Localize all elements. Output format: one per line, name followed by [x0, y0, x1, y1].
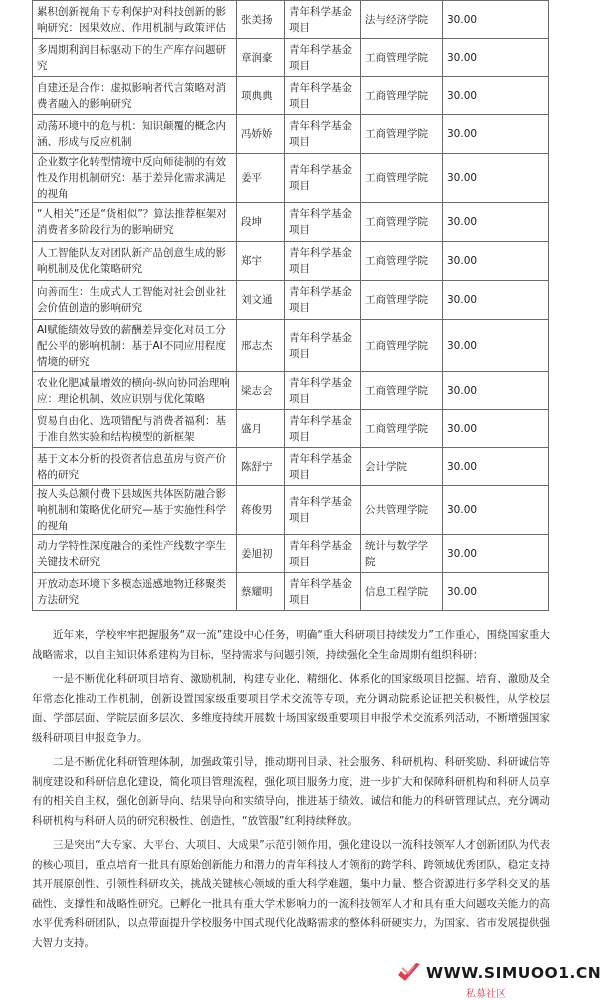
researcher-name-cell: 盛月 [237, 410, 285, 448]
researcher-name-cell: 冯娇娇 [237, 115, 285, 154]
grant-table [32, 0, 549, 611]
researcher-name-cell: 项典典 [237, 77, 285, 115]
table-row [33, 535, 549, 573]
funding-cell: 30.00 [443, 115, 549, 154]
college-cell: 工商管理学院 [361, 203, 443, 242]
table-row [33, 115, 549, 154]
table-row [33, 410, 549, 448]
red-check-logo-icon [396, 960, 422, 986]
project-title-cell: 累积创新视角下专利保护对科技创新的影响研究：因果效应、作用机制与政策评估 [33, 1, 237, 39]
project-title-cell: 多周期利润目标驱动下的生产库存问题研究 [33, 39, 237, 77]
funding-cell: 30.00 [443, 448, 549, 486]
researcher-name-cell: 蔡耀明 [237, 573, 285, 611]
researcher-name-cell: 张美扬 [237, 1, 285, 39]
college-cell: 工商管理学院 [361, 410, 443, 448]
researcher-name-cell: 邢志杰 [237, 320, 285, 372]
project-type-cell: 青年科学基金项目 [285, 320, 361, 372]
table-row [33, 39, 549, 77]
project-type-cell: 青年科学基金项目 [285, 448, 361, 486]
project-type-cell: 青年科学基金项目 [285, 39, 361, 77]
funding-cell: 30.00 [443, 242, 549, 281]
paragraph-one: 一是不断优化科研项目培育、激励机制，构建专业化、精细化、体系化的国家级项目挖掘、培育、激励及全年常态化推动工作机制，创新设置国家级重要项目学术交流等专项，充分调动院系论证把关积极性，从学校层面、学部层面、学院层面多层次、多维度持续开展数十场国家级重要项目申报学术交流系列活动，不断增强国家级科研项目申报竞争力。 [32, 673, 550, 744]
body-text [32, 626, 550, 958]
table-row [33, 448, 549, 486]
researcher-name-cell: 陈舒宁 [237, 448, 285, 486]
project-type-cell: 青年科学基金项目 [285, 486, 361, 535]
project-title-cell: 向善而生：生成式人工智能对社会创业社会价值创造的影响研究 [33, 281, 237, 320]
project-type-cell: 青年科学基金项目 [285, 77, 361, 115]
funding-cell: 30.00 [443, 535, 549, 573]
project-type-cell: 青年科学基金项目 [285, 372, 361, 410]
college-cell: 工商管理学院 [361, 281, 443, 320]
project-title-cell: “人相关”还是“货相似”？算法推荐框架对消费者多阶段行为的影响研究 [33, 203, 237, 242]
funding-cell: 30.00 [443, 39, 549, 77]
watermark-caption: 私募社区 [466, 989, 506, 1000]
table-row [33, 154, 549, 203]
table-row [33, 320, 549, 372]
project-title-cell: 自建还是合作：虚拟影响者代言策略对消费者融入的影响研究 [33, 77, 237, 115]
project-title-cell: 开放动态环境下多模态遥感地物迁移聚类方法研究 [33, 573, 237, 611]
funding-cell: 30.00 [443, 410, 549, 448]
project-title-cell: 动力学特性深度融合的柔性产线数字孪生关键技术研究 [33, 535, 237, 573]
college-cell: 法与经济学院 [361, 1, 443, 39]
table-row [33, 486, 549, 535]
college-cell: 会计学院 [361, 448, 443, 486]
college-cell: 统计与数学学院 [361, 535, 443, 573]
college-cell: 工商管理学院 [361, 39, 443, 77]
paragraph-two: 二是不断优化科研管理体制，加强政策引导，推动期刊目录、社会服务、科研机构、科研奖励、科研诚信等制度建设和科研信息化建设，简化项目管理流程，强化项目服务力度，进一步扩大和保障科研机构和科研人员享有的相关自主权，强化创新导向、结果导向和实绩导向，推进基于绩效、诚信和能力的科研管理试点，充分调动科研机构与科研人员的研究积极性、创造性，“放管服”红利持续释放。 [32, 756, 550, 827]
project-title-cell: 企业数字化转型情境中反向师徒制的有效性及作用机制研究：基于差异化需求满足的视角 [33, 154, 237, 203]
researcher-name-cell: 郑宇 [237, 242, 285, 281]
researcher-name-cell: 蒋俊男 [237, 486, 285, 535]
watermark [396, 958, 601, 1000]
project-title-cell: 农业化肥减量增效的横向-纵向协同治理响应：理论机制、效应识别与优化策略 [33, 372, 237, 410]
funding-cell: 30.00 [443, 573, 549, 611]
project-type-cell: 青年科学基金项目 [285, 573, 361, 611]
college-cell: 信息工程学院 [361, 573, 443, 611]
project-title-cell: 按人头总额付费下县域医共体医防融合影响机制和策略优化研究—基于实施性科学的视角 [33, 486, 237, 535]
table-row [33, 203, 549, 242]
paragraph-three: 三是突出“大专家、大平台、大项目、大成果”示范引领作用，强化建设以一流科技领军人才创新团队为代表的核心项目，重点培育一批具有原始创新能力和潜力的青年科技人才领衔的跨学科、跨领域优秀团队，稳定支持其开展原创性、引领性科研攻关，挑战关键核心领域的重大科学难题，集中力量、整合资源进行多学科交叉的基础性、支撑性和战略性研究。已孵化一批具有重大学术影响力的一流科技领军人才和具有重大问题攻关能力的高水平优秀科研团队，以点带面提升学校服务中国式现代化战略需求的整体科研硬实力，为国家、省市发展提供强大智力支持。 [32, 839, 550, 949]
paragraph-intro: 近年来，学校牢牢把握服务“双一流”建设中心任务，明确“重大科研项目持续发力”工作重心，围绕国家重大战略需求，以自主知识体系建构为目标，坚持需求与问题引领，持续强化全生命周期有组织科研： [32, 629, 550, 661]
researcher-name-cell: 姜平 [237, 154, 285, 203]
researcher-name-cell: 段坤 [237, 203, 285, 242]
funding-cell: 30.00 [443, 77, 549, 115]
funding-cell: 30.00 [443, 372, 549, 410]
college-cell: 工商管理学院 [361, 242, 443, 281]
researcher-name-cell: 梁志会 [237, 372, 285, 410]
researcher-name-cell: 刘文通 [237, 281, 285, 320]
project-type-cell: 青年科学基金项目 [285, 281, 361, 320]
researcher-name-cell: 章润豪 [237, 39, 285, 77]
funding-cell: 30.00 [443, 203, 549, 242]
college-cell: 工商管理学院 [361, 372, 443, 410]
table-row [33, 1, 549, 39]
project-type-cell: 青年科学基金项目 [285, 154, 361, 203]
watermark-url: WWW.SIMUOO1.CN [426, 964, 601, 982]
table-row [33, 77, 549, 115]
project-title-cell: AI赋能绩效导致的薪酬差异变化对员工分配公平的影响机制：基于AI不同应用程度情境的研究 [33, 320, 237, 372]
college-cell: 工商管理学院 [361, 154, 443, 203]
college-cell: 公共管理学院 [361, 486, 443, 535]
funding-cell: 30.00 [443, 1, 549, 39]
project-title-cell: 贸易自由化、选项错配与消费者福利：基于准自然实验和结构模型的新框架 [33, 410, 237, 448]
project-title-cell: 动荡环境中的危与机：知识颠覆的概念内涵、形成与反应机制 [33, 115, 237, 154]
college-cell: 工商管理学院 [361, 77, 443, 115]
project-type-cell: 青年科学基金项目 [285, 242, 361, 281]
project-type-cell: 青年科学基金项目 [285, 115, 361, 154]
researcher-name-cell: 姜旭初 [237, 535, 285, 573]
project-type-cell: 青年科学基金项目 [285, 1, 361, 39]
funding-cell: 30.00 [443, 320, 549, 372]
college-cell: 工商管理学院 [361, 320, 443, 372]
project-type-cell: 青年科学基金项目 [285, 410, 361, 448]
project-type-cell: 青年科学基金项目 [285, 535, 361, 573]
project-title-cell: 基于文本分析的投资者信息茧房与资产价格的研究 [33, 448, 237, 486]
college-cell: 工商管理学院 [361, 115, 443, 154]
table-row [33, 242, 549, 281]
table-row [33, 372, 549, 410]
project-title-cell: 人工智能队友对团队新产品创意生成的影响机制及优化策略研究 [33, 242, 237, 281]
funding-cell: 30.00 [443, 486, 549, 535]
funding-cell: 30.00 [443, 154, 549, 203]
table-row [33, 573, 549, 611]
project-type-cell: 青年科学基金项目 [285, 203, 361, 242]
table-row [33, 281, 549, 320]
funding-cell: 30.00 [443, 281, 549, 320]
